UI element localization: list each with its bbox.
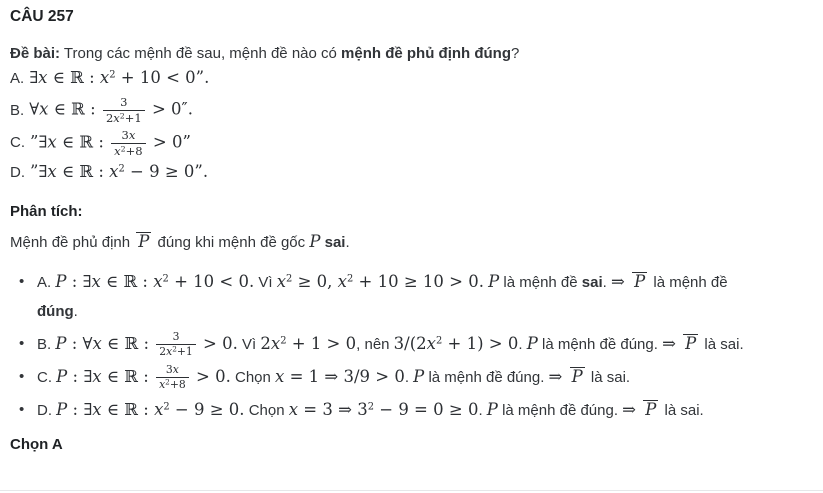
option-d-formula: ”∃x ∈ ℝ : $x^2 - 9 \ge 0$”. <box>30 161 209 181</box>
analysis-bullet-c-text: C. P : ∃x ∈ ℝ : $\frac{3x}{x^2+8}$ > 0. Chọn x = 1 ⇒ 3/9 > 0. P là mệnh đề đúng. ⇒ P là sai. <box>37 363 631 392</box>
option-a <box>10 68 809 92</box>
analysis-bullet-d <box>10 395 769 425</box>
analysis-bullet-d-text: D. P : ∃x ∈ ℝ : $x^2 - 9 \ge 0$. Chọn x = 3 ⇒ $3^2 - 9 = 0 \ge 0$. P là mệnh đề đúng. ⇒ P là sai. <box>37 399 704 419</box>
option-d <box>10 162 809 186</box>
option-a-label: A. <box>10 70 25 87</box>
option-b <box>10 96 809 125</box>
bullet-dot: • <box>19 272 25 290</box>
option-a-formula: ∃x ∈ ℝ : $x^2 + 10 < 0$”. <box>29 68 210 87</box>
analysis-bullet-b-text: B. P : ∀x ∈ ℝ : $\frac{3}{2x^2+1}$ > 0. Vì $2x^2 + 1 > 0$, nên $3/(2x^2 + 1) > 0$. P là mệnh đề đúng. ⇒ P là sai. <box>37 330 744 359</box>
bullet-dot: • <box>19 400 25 418</box>
analysis-heading: Phân tích: <box>10 202 83 220</box>
answer-choice: Chọn A <box>10 435 63 453</box>
options-list <box>10 68 809 186</box>
analysis-bullet-b <box>10 329 769 359</box>
analysis-intro: Mệnh đề phủ định P đúng khi mệnh đề gốc P sai. <box>10 231 350 251</box>
question-number: CÂU 257 <box>10 8 74 25</box>
option-b-label: B. <box>10 101 25 119</box>
analysis-bullet-list <box>10 267 809 425</box>
option-c-formula: ”∃x ∈ ℝ : $\frac{3x}{x^2+8}$ > 0” <box>30 127 191 158</box>
option-c-label: C. <box>10 134 25 152</box>
option-b-formula: ∀x ∈ ℝ : $\frac{3}{2x^2+1}$ > 0″. <box>29 95 193 125</box>
analysis-bullet-c <box>10 362 769 392</box>
option-d-label: D. <box>10 163 25 181</box>
analysis-bullet-a-text: A. P : ∃x ∈ ℝ : $x^2 + 10 < 0$. Vì $x^2 \ge 0$, $x^2 + 10 \ge 10 > 0$. P là mệnh đề sai. ⇒ P là mệnh đề đúng. <box>37 271 728 320</box>
option-c <box>10 129 809 158</box>
bottom-divider <box>0 490 823 491</box>
bullet-dot: • <box>19 367 25 385</box>
problem-statement: Đề bài: Trong các mệnh đề sau, mệnh đề nào có mệnh đề phủ định đúng? <box>10 45 520 62</box>
analysis-bullet-a <box>10 267 769 326</box>
bullet-dot: • <box>19 334 25 352</box>
